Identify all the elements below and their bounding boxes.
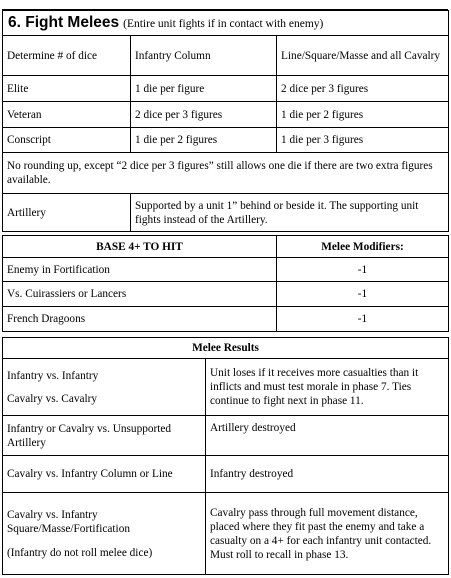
rules-page xyxy=(2,0,448,578)
result-condition-line: Cavalry vs. Infantry Square/Masse/Fortification xyxy=(7,508,130,535)
table-row xyxy=(3,128,449,153)
table-row xyxy=(3,282,449,307)
result-condition: Cavalry vs. Infantry Column or Line xyxy=(3,456,206,493)
infantry-dice: 2 dice per 3 figures xyxy=(131,102,277,128)
dice-header-row xyxy=(3,36,449,76)
top-border xyxy=(2,0,448,10)
row-label: Elite xyxy=(3,76,131,102)
infantry-dice: 1 die per 2 figures xyxy=(131,128,277,153)
table-row xyxy=(3,76,449,102)
col-header-line-cavalry: Line/Square/Masse and all Cavalry xyxy=(277,36,449,76)
artillery-text: Supported by a unit 1” behind or beside it. The supporting unit fights instead of the Artillery. xyxy=(131,194,449,232)
line-dice: 2 dice per 3 figures xyxy=(277,76,449,102)
result-outcome: Artillery destroyed xyxy=(206,416,449,456)
result-condition-line: Infantry vs. Infantry xyxy=(7,369,99,382)
result-condition xyxy=(3,493,206,575)
result-outcome: Unit loses if it receives more casualties than it inflicts and must test morale in phase 7. Ties continue to fight next in phase 11. xyxy=(206,359,449,416)
modifiers-header-row xyxy=(3,236,449,258)
artillery-label: Artillery xyxy=(3,194,131,232)
results-title: Melee Results xyxy=(3,338,449,359)
row-label: Conscript xyxy=(3,128,131,153)
result-condition: Infantry or Cavalry vs. Unsupported Artillery xyxy=(3,416,206,456)
section-header xyxy=(3,11,449,36)
modifiers-title: Melee Modifiers: xyxy=(277,236,449,258)
table-row xyxy=(3,456,449,493)
result-outcome: Cavalry pass through full movement distance, placed where they fit past the enemy and take a casualty on a 4+ for each infantry unit contacted. Must roll to recall in phase 13. xyxy=(206,493,449,575)
section-subtitle: (Entire unit fights if in contact with enemy) xyxy=(123,17,324,30)
results-table xyxy=(2,337,449,575)
modifier-label: Enemy in Fortification xyxy=(3,258,277,282)
artillery-row xyxy=(3,194,449,232)
col-header-infantry-column: Infantry Column xyxy=(131,36,277,76)
section-title: 6. Fight Melees xyxy=(8,13,120,31)
result-condition-line: (Infantry do not roll melee dice) xyxy=(7,546,153,559)
base-to-hit: BASE 4+ TO HIT xyxy=(3,236,277,258)
infantry-dice: 1 die per figure xyxy=(131,76,277,102)
modifier-value: -1 xyxy=(277,307,449,332)
rounding-note: No rounding up, except “2 dice per 3 figures” still allows one die if there are two extra figures available. xyxy=(3,153,449,194)
dice-table xyxy=(2,10,449,232)
result-outcome: Infantry destroyed xyxy=(206,456,449,493)
table-row xyxy=(3,307,449,332)
line-dice: 1 die per 3 figures xyxy=(277,128,449,153)
table-row xyxy=(3,258,449,282)
table-row xyxy=(3,493,449,575)
result-condition-line: Cavalry vs. Cavalry xyxy=(7,392,98,405)
modifier-label: French Dragoons xyxy=(3,307,277,332)
result-condition xyxy=(3,359,206,416)
line-dice: 1 die per 2 figures xyxy=(277,102,449,128)
col-header-dice: Determine # of dice xyxy=(3,36,131,76)
row-label: Veteran xyxy=(3,102,131,128)
modifiers-table xyxy=(2,235,449,332)
modifier-value: -1 xyxy=(277,258,449,282)
table-row xyxy=(3,416,449,456)
table-row xyxy=(3,359,449,416)
modifier-label: Vs. Cuirassiers or Lancers xyxy=(3,282,277,307)
modifier-value: -1 xyxy=(277,282,449,307)
table-row xyxy=(3,102,449,128)
